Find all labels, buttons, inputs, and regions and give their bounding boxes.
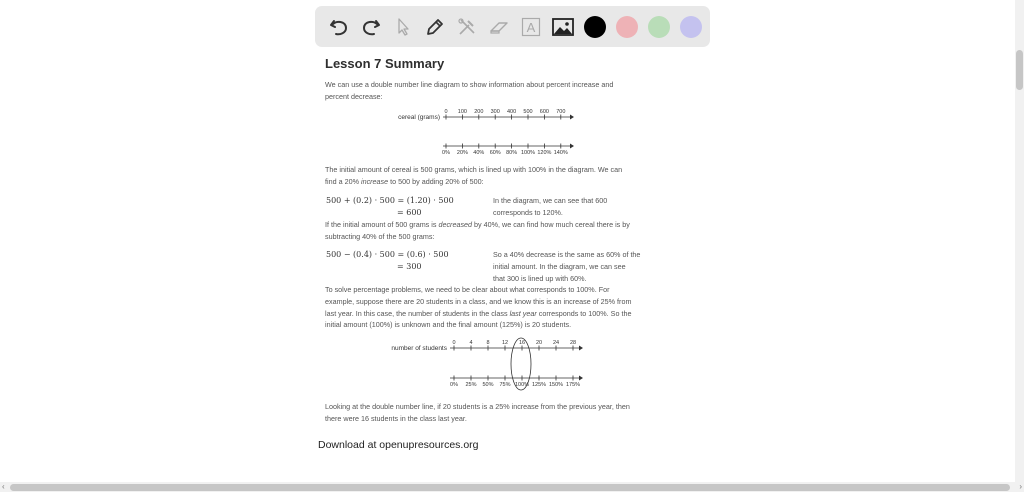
text-icon[interactable] — [515, 11, 547, 43]
cereal-percent-tick-label: 120% — [537, 150, 552, 156]
math-increase-line-1: 500 + (0.2) · 500 = (1.20) · 500 — [326, 196, 454, 205]
pointer-icon[interactable] — [387, 11, 419, 43]
students-line-label: number of students — [391, 345, 447, 352]
cereal-percent-tick-label: 40% — [473, 150, 485, 156]
para3-text-c: by 40%, we can find how much cereal there is by — [472, 220, 630, 229]
students-percent-tick-label: 25% — [465, 382, 477, 388]
cereal-percent-tick-label: 60% — [489, 150, 501, 156]
cereal-grams-tick-label: 600 — [539, 109, 549, 115]
cereal-percent-tick-label: 80% — [506, 150, 518, 156]
students-count-tick-label: 20 — [535, 340, 543, 346]
cereal-percent-tick-label: 0% — [442, 150, 450, 156]
tools-icon[interactable] — [451, 11, 483, 43]
para2-italic: increase — [360, 176, 389, 186]
para2-text-a: find a 20% — [325, 176, 361, 186]
students-percent-tick-label: 50% — [482, 382, 494, 388]
intro-line-2: percent decrease: — [325, 91, 383, 101]
redo-icon[interactable] — [355, 11, 387, 43]
intro-line-1: We can use a double number line diagram to show information about percent increase and — [325, 80, 614, 89]
cereal-percent-tick-label: 140% — [553, 150, 568, 156]
math-increase-line-2: = 600 — [397, 208, 422, 217]
para2-line-1: The initial amount of cereal is 500 grams, which is lined up with 100% in the diagram. We can — [325, 165, 623, 174]
side1-line-1: In the diagram, we can see that 600 — [493, 196, 608, 205]
students-percent-tick-label: 100% — [514, 382, 530, 388]
intro-paragraph — [325, 79, 613, 103]
students-count-tick-label: 28 — [569, 340, 577, 346]
cereal-grams-tick-label: 300 — [490, 109, 500, 115]
cereal-double-number-line — [390, 104, 590, 156]
math-decrease — [326, 249, 449, 273]
students-percent-tick-label: 175% — [565, 382, 581, 388]
paragraph-4 — [325, 284, 631, 331]
svg-text:A: A — [526, 19, 536, 35]
para4-line-3 — [325, 308, 631, 320]
para4-line-2: example, suppose there are 20 students in a class, and we know this is an increase of 25% from — [325, 296, 632, 306]
side2-line-3: that 300 is lined up with 60%. — [493, 273, 587, 283]
students-percent-tick-label: 150% — [548, 382, 564, 388]
color-pink-swatch[interactable] — [616, 16, 638, 38]
students-count-tick-label: 12 — [501, 340, 509, 346]
paragraph-3 — [325, 219, 630, 243]
lesson-title: Lesson 7 Summary — [325, 56, 445, 71]
students-percent-tick-label: 75% — [499, 382, 511, 388]
students-count-tick-label: 16 — [518, 340, 526, 346]
math-decrease-line-1: 500 − (0.4) · 500 = (0.6) · 500 — [326, 250, 449, 259]
image-icon[interactable] — [547, 11, 579, 43]
eraser-icon[interactable] — [483, 11, 515, 43]
cereal-line-label: cereal (grams) — [398, 114, 440, 121]
students-percent-tick-label: 125% — [531, 382, 547, 388]
para4-line-1: To solve percentage problems, we need to be clear about what corresponds to 100%. For — [325, 285, 610, 294]
cereal-grams-tick-label: 700 — [556, 109, 566, 115]
side-note-1 — [493, 195, 607, 219]
vertical-scroll-thumb[interactable] — [1016, 50, 1023, 90]
para3-italic: decreased — [438, 220, 473, 229]
para4-text-c: corresponds to 100%. So the — [536, 308, 632, 318]
horizontal-scroll-thumb[interactable] — [10, 484, 1010, 491]
cereal-percent-tick-label: 100% — [520, 150, 536, 156]
vertical-scrollbar[interactable] — [1015, 0, 1024, 482]
students-percent-tick-label: 0% — [450, 382, 458, 388]
para4-line-4: initial amount (100%) is unknown and the final amount (125%) is 20 students. — [325, 320, 572, 330]
para3-line-1 — [325, 219, 630, 231]
para4-italic: last year — [509, 308, 537, 318]
para3-text-a: If the initial amount of 500 grams is — [325, 220, 439, 229]
color-black-swatch[interactable] — [584, 16, 606, 38]
side2-line-2: initial amount. In the diagram, we can see — [493, 261, 626, 271]
paragraph-5 — [325, 401, 630, 425]
para5-line-2: there were 16 students in the class last year. — [325, 413, 467, 423]
paragraph-2 — [325, 164, 622, 188]
side1-line-2: corresponds to 120%. — [493, 207, 563, 217]
para2-text-c: to 500 by adding 20% of 500: — [388, 176, 484, 186]
pen-icon[interactable] — [419, 11, 451, 43]
drawing-toolbar — [315, 6, 710, 47]
cereal-grams-tick-label: 200 — [474, 109, 484, 115]
download-link[interactable]: Download at openupresources.org — [318, 439, 479, 451]
color-lavender-swatch[interactable] — [680, 16, 702, 38]
math-decrease-line-2: = 300 — [397, 262, 422, 271]
scroll-left-arrow-icon[interactable]: ‹ — [2, 482, 5, 491]
color-green-swatch[interactable] — [648, 16, 670, 38]
undo-icon[interactable] — [323, 11, 355, 43]
para3-line-2: subtracting 40% of the 500 grams: — [325, 231, 435, 241]
cereal-grams-tick-label: 100 — [457, 109, 467, 115]
students-double-number-line — [380, 336, 590, 394]
para2-line-2 — [325, 176, 622, 188]
side2-line-1: So a 40% decrease is the same as 60% of the — [493, 250, 641, 259]
para4-text-a: last year. In this case, the number of students in the class — [325, 308, 510, 318]
cereal-percent-tick-label: 20% — [456, 150, 468, 156]
para5-line-1: Looking at the double number line, if 20 students is a 25% increase from the previous year, then — [325, 402, 630, 411]
students-count-tick-label: 4 — [469, 340, 473, 346]
horizontal-scrollbar[interactable] — [0, 482, 1024, 492]
students-count-tick-label: 24 — [552, 340, 560, 346]
students-count-tick-label: 0 — [452, 340, 456, 346]
scroll-right-arrow-icon[interactable]: › — [1019, 482, 1022, 491]
side-note-2 — [493, 249, 640, 284]
math-increase — [326, 195, 454, 219]
cereal-grams-tick-label: 500 — [523, 109, 533, 115]
students-count-tick-label: 8 — [486, 340, 490, 346]
cereal-grams-tick-label: 400 — [507, 109, 517, 115]
cereal-grams-tick-label: 0 — [444, 109, 448, 115]
